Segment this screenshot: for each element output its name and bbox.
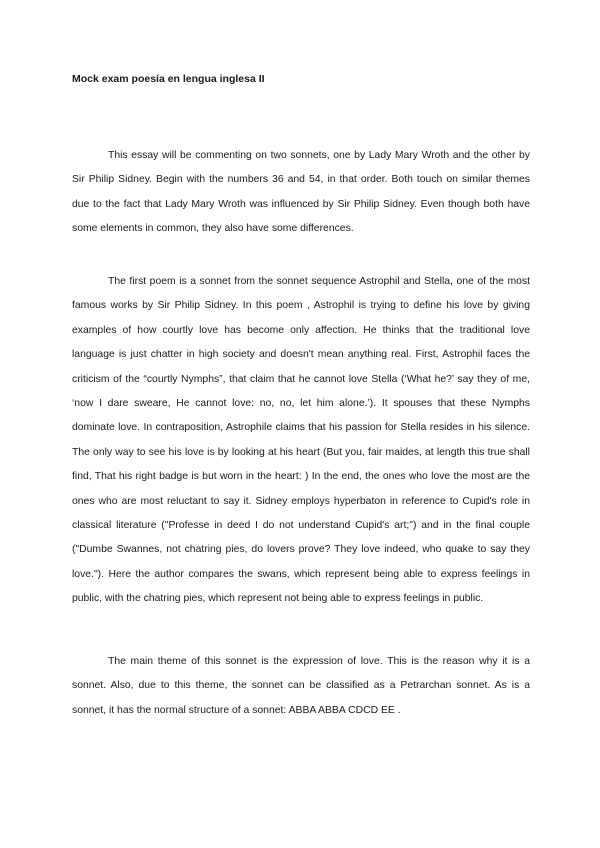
paragraph-main-theme: The main theme of this sonnet is the expression of love. This is the reason why it is a sonnet. Also, due to this theme, the sonnet can be classified as a Petrarchan sonnet. As is a sonnet, it has the normal structure of a sonnet: ABBA ABBA CDCD EE . — [72, 656, 530, 716]
paragraph-first-poem: The first poem is a sonnet from the sonnet sequence Astrophil and Stella, one of the most famous works by Sir Philip Sidney. In this poem , Astrophil is trying to define his love by giving examples of how courtly love has become only affection. He thinks that the traditional love language is just chatter in high society and doesn't mean anything real. First, Astrophil faces the criticism of the “courtly Nymphs”, that claim that he cannot love Stella (‘What he?’ say they of me, ‘now I dare sweare, He cannot love: no, no, let him alone.’). It spouses that these Nymphs dominate love. In contraposition, Astrophile claims that his passion for Stella resides in his silence. The only way to see his love is by looking at his heart (But you, fair maides, at length this true shall find, That his right badge is but worn in the heart: ) In the end, the ones who love the most are the ones who are most reluctant to say it. Sidney employs hyperbaton in reference to Cupid's role in classical literature ("Professe in deed I do not understand Cupid's art;") and in the final couple ("Dumbe Swannes, not chatring pies, do lovers prove? They love indeed, who quake to say they love."). Here the author compares the swans, which represent being able to express feelings in public, with the chatring pies, which represent not being able to express feelings in public. — [72, 276, 530, 605]
paragraph-introduction: This essay will be commenting on two sonnets, one by Lady Mary Wroth and the other by Sir Philip Sidney. Begin with the numbers 36 and 54, in that order. Both touch on similar themes due to the fact that Lady Mary Wroth was influenced by Sir Philip Sidney. Even though both have some elements in common, they also have some differences. — [72, 150, 530, 235]
document-title: Mock exam poesía en lengua inglesa II — [72, 73, 265, 85]
